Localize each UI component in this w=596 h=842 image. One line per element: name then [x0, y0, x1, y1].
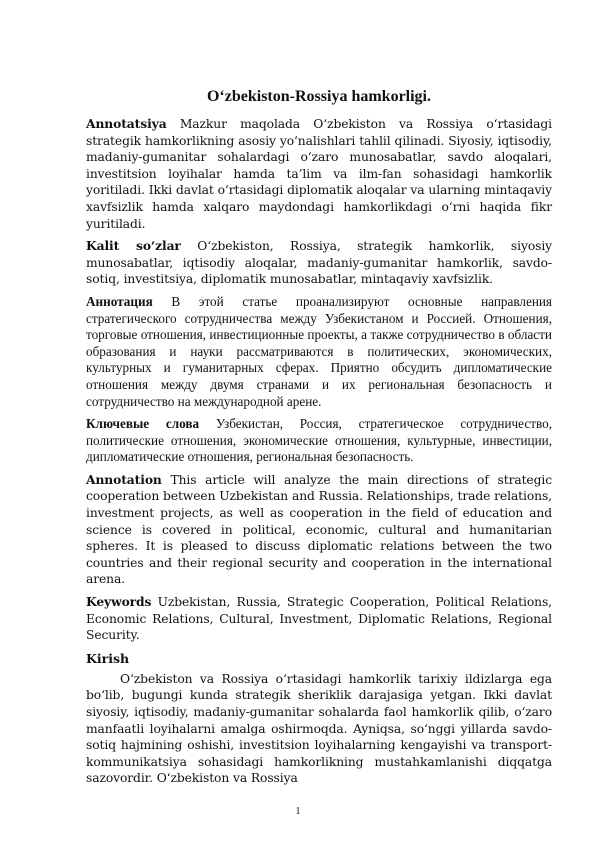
abstract-en [86, 472, 552, 588]
abstract-en-label: Annotation [86, 471, 162, 487]
page-number: 1 [295, 806, 301, 817]
keywords-uz-label: Kalit so‘zlar [86, 238, 181, 254]
abstract-ru [86, 294, 552, 410]
introduction-text: O‘zbekiston va Rossiya o‘rtasidagi hamkorlik tarixiy ildizlarga ega bo‘lib, bugungi kunda strategik sheriklik darajasiga yetgan. Ikki davlat siyosiy, iqtisodiy, madaniy-gumanitar sohalarda faol hamkorlik qilib, o‘zaro manfaatli loyihalarni amalga oshirmoqda. Ayniqsa, so‘nggi yillarda savdo-sotiq hajmining oshishi, investitsion loyihalarning kengayishi va transport-kommunikatsiya sohasidagi hamkorlikning mustahkamlanishi diqqatga sazovordir. O‘zbekiston va Rossiya [86, 671, 552, 786]
abstract-uz-text: Mazkur maqolada O‘zbekiston va Rossiya o‘rtasidagi strategik hamkorlikning asosiy yo‘nalishlari tahlil qilinadi. Siyosiy, iqtisodiy, madaniy-gumanitar sohalardagi o‘zaro munosabatlar, savdo aloqalari, investitsion loyihalar hamda ta’lim va ilm-fan sohasidagi hamkorlik yoritiladi. Ikki davlat o‘rtasidagi diplomatik aloqalar va ularning mintaqaviy xavfsizlik hamda xalqaro maydondagi hamkorlikdagi o‘rni haqida fikr yuritiladi. [86, 117, 552, 231]
keywords-uz-text: O‘zbekiston, Rossiya, strategik hamkorlik, siyosiy munosabatlar, iqtisodiy aloqalar, madaniy-gumanitar hamkorlik, savdo-sotiq, investitsiya, diplomatik munosabatlar, mintaqaviy xavfsizlik. [86, 239, 553, 287]
keywords-uz [86, 238, 552, 288]
abstract-uz [86, 116, 552, 232]
abstract-en-text: This article will analyze the main directions of strategic cooperation between Uzbekistan and Russia. Relationships, trade relations, investment projects, as well as cooperation in the field of education and science is covered in political, economic, cultural and humanitarian spheres. It is pleased to discuss diplomatic relations between the two countries and their regional security and cooperation in the international arena. [86, 472, 552, 587]
abstract-uz-label: Annotatsiya [86, 116, 167, 131]
keywords-en-text: Uzbekistan, Russia, Strategic Cooperation, Political Relations, Economic Relations, Cultural, Investment, Diplomatic Relations, Regional Security. [86, 595, 552, 643]
abstract-ru-text: В этой статье проанализируют основные направления стратегического сотрудничества между Узбекистаном и Россией. Отношения, торговые отношения, инвестиционные проекты, а также сотрудничество в области образования и науки рассматриваются в политических, экономических, культурных и гуманитарных сферах. Приятно обсудить дипломатические отношения между двумя странами и их региональная безопасность и сотрудничество на международной арене. [86, 293, 552, 409]
keywords-ru-text: Узбекистан, Россия, стратегическое сотрудничество, политические отношения, экономические отношения, культурные, инвестиции, дипломатические отношения, региональная безопасность. [86, 416, 552, 465]
abstract-ru-label: Аннотация [86, 293, 153, 309]
keywords-en [86, 594, 552, 644]
document-page [86, 86, 552, 793]
keywords-ru [86, 416, 552, 466]
keywords-en-label: Keywords [86, 594, 152, 610]
keywords-ru-label: Ключевые слова [86, 416, 200, 432]
paper-title: O‘zbekiston-Rossiya hamkorligi. [206, 88, 431, 105]
introduction-heading: Kirish [86, 650, 130, 666]
